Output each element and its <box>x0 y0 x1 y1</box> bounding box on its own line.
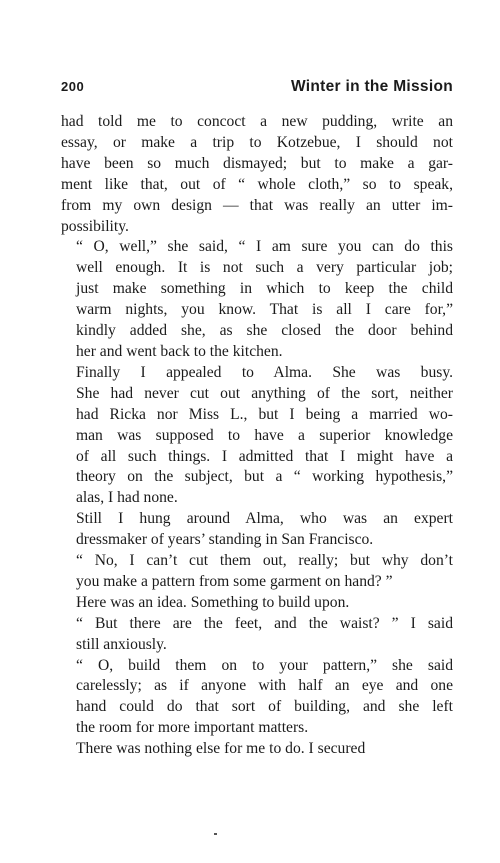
text-line: just make something in which to keep the child <box>76 280 453 298</box>
print-speck <box>214 833 217 835</box>
text-line: “ O, build them on to your pattern,” she said <box>76 656 453 674</box>
text-line: had told me to concoct a new pudding, write an <box>61 113 453 130</box>
paragraph <box>61 739 453 760</box>
text-line: of all such things. I admitted that I might have a <box>76 447 453 465</box>
paragraph <box>61 237 453 362</box>
text-line: “ O, well,” she said, “ I am sure you can do this <box>76 238 453 256</box>
text-line: Still I hung around Alma, who was an expert <box>76 510 453 528</box>
paragraph <box>61 363 453 509</box>
text-line: “ No, I can’t cut them out, really; but why don’t <box>76 552 453 570</box>
text-line: you make a pattern from some garment on hand? ” <box>76 572 393 590</box>
paragraph <box>61 509 453 551</box>
text-line: man was supposed to have a superior knowledge <box>76 426 453 444</box>
text-line: carelessly; as if anyone with half an eye and one <box>76 677 453 695</box>
text-line: warm nights, you know. That is all I care for,” <box>76 301 453 319</box>
text-line: from my own design — that was really an utter im- <box>61 196 453 214</box>
running-header <box>61 78 453 100</box>
text-line: alas, I had none. <box>76 489 178 507</box>
running-title: Winter in the Mission <box>290 78 453 95</box>
text-line: possibility. <box>61 217 129 235</box>
text-line: There was nothing else for me to do. I secured <box>76 740 366 758</box>
text-line: ment like that, out of “ whole cloth,” so to speak, <box>61 175 453 193</box>
text-line: She had never cut out anything of the sort, neither <box>76 384 453 402</box>
page-number: 200 <box>61 79 85 94</box>
text-line: Here was an idea. Something to build upon. <box>76 593 350 611</box>
body-text <box>61 112 453 760</box>
paragraph <box>61 112 453 237</box>
text-line: had Ricka nor Miss L., but I being a married wo- <box>76 405 453 423</box>
paragraph <box>61 593 453 614</box>
text-line: “ But there are the feet, and the waist? ” I said <box>76 614 453 632</box>
text-line: essay, or make a trip to Kotzebue, I should not <box>61 133 453 151</box>
paragraph <box>61 656 453 740</box>
paragraph <box>61 551 453 593</box>
text-line: hand could do that sort of building, and she left <box>76 698 453 716</box>
text-line: still anxiously. <box>76 635 167 653</box>
book-page <box>61 78 453 760</box>
text-line: her and went back to the kitchen. <box>76 342 283 360</box>
text-line: dressmaker of years’ standing in San Francisco. <box>76 531 374 549</box>
paragraph <box>61 614 453 656</box>
text-line: kindly added she, as she closed the door behind <box>76 322 453 340</box>
text-line: Finally I appealed to Alma. She was busy. <box>76 363 453 381</box>
text-line: theory on the subject, but a “ working hypothesis,” <box>76 468 453 486</box>
text-line: well enough. It is not such a very particular job; <box>76 259 453 277</box>
text-line: have been so much dismayed; but to make a gar- <box>61 154 453 172</box>
text-line: the room for more important matters. <box>76 719 309 737</box>
